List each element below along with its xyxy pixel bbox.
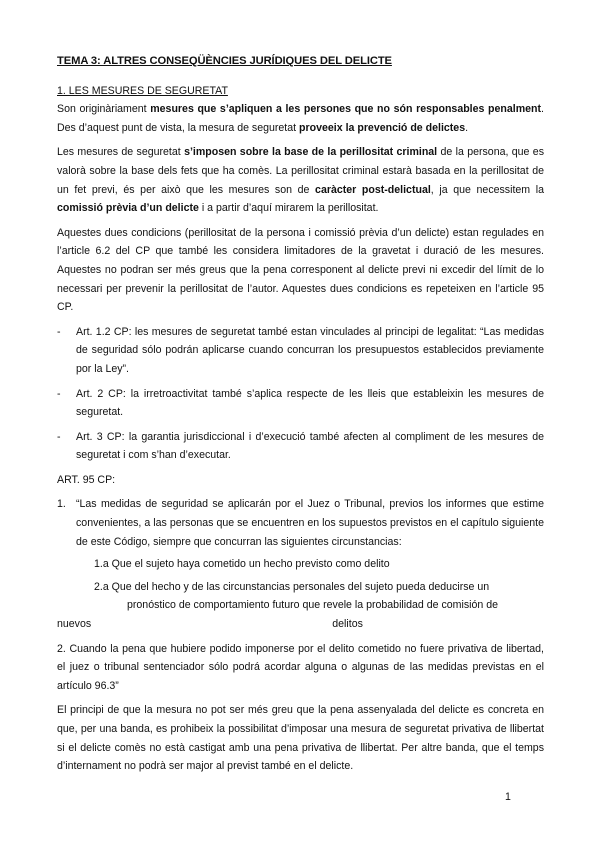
paragraph-2: Les mesures de seguretat s’imposen sobre la base de la perillositat criminal de la persona, que es valorà sobre la base dels fets que ha comès. La perillositat criminal estarà basada en la perillositat de un fet previ, és per això que les mesures son de caràcter post-delictual, ja que necessitem la comissió prèvia d’un delicte i a partir d’aquí mirarem la perillositat. [57,146,544,215]
list-item: - Art. 3 CP: la garantia jurisdiccional i d’execució també afecten al compliment de les mesures de seguretat i com s’han d’executar. [57,430,544,462]
sub-item: 2.a Que del hecho y de las circunstancias personales del sujeto pueda deducirse un pronóstico de comportamiento futuro que revele la probabilidad de comisión de [94,580,499,612]
numbered-item: 1. “Las medidas de seguridad se aplicarán por el Juez o Tribunal, previos los informes que estime convenientes, a las personas que se encuentren en los supuestos previstos en el capítulo siguiente de este Código, siempre que concurran las siguientes circunstancias: [57,498,544,548]
paragraph-3: Aquestes dues condicions (perillositat de la persona i comissió prèvia d’un delicte) estan regulades en l’article 6.2 del CP que també les considera limitadores de la gravetat i duració de les mesures. Aquestes no podran ser més greus que la pena corresponent al delicte previ ni excedir del límit de lo necessari per prevenir la perillositat de l’autor. Aquestes dues condicions es repeteixen en l’article 95 CP. [57,226,544,314]
document-page [57,52,544,782]
list-item: - Art. 2 CP: la irretroactivitat també s’aplica respecte de les lleis que estableixin les mesures de seguretat. [57,387,544,419]
sub-item: 1.a Que el sujeto haya cometido un hecho previsto como delito [94,558,390,571]
paragraph-4: 2. Cuando la pena que hubiere podido imponerse por el delito cometido no fuere privativa de libertad, el juez o tribunal sentenciador sólo podrá acordar alguna o algunas de las medidas previstas en el artículo 96.3” [57,642,544,692]
sub-item-continuation: nuevos delitos [57,618,363,631]
list-item: - Art. 1.2 CP: les mesures de seguretat també estan vinculades al principi de legalitat: “Las medidas de seguridad sólo podrán aplicarse cuando concurran los presupuestos establecidos previamente por la Ley”. [57,325,544,375]
paragraph-1: Son originàriament mesures que s’apliquen a les persones que no són responsables penalment. Des d’aquest punt de vista, la mesura de seguretat proveeix la prevenció de delictes. [57,103,544,134]
document-title: TEMA 3: ALTRES CONSEQÜÈNCIES JURÍDIQUES DEL DELICTE [57,55,392,67]
page-number: 1 [505,791,511,803]
paragraph-5: El principi de que la mesura no pot ser més greu que la pena assenyalada del delicte es concreta en que, per una banda, es prohibeix la possibilitat d’imposar una mesura de seguretat privativa de llibertat si el delicte comès no està castigat amb una pena privativa de llibertat. Per altre banda, que el temps d’internament no podrà ser major al previst també en el delicte. [57,704,544,773]
section-heading: 1. LES MESURES DE SEGURETAT [57,84,228,97]
art95-heading: ART. 95 CP: [57,473,116,486]
